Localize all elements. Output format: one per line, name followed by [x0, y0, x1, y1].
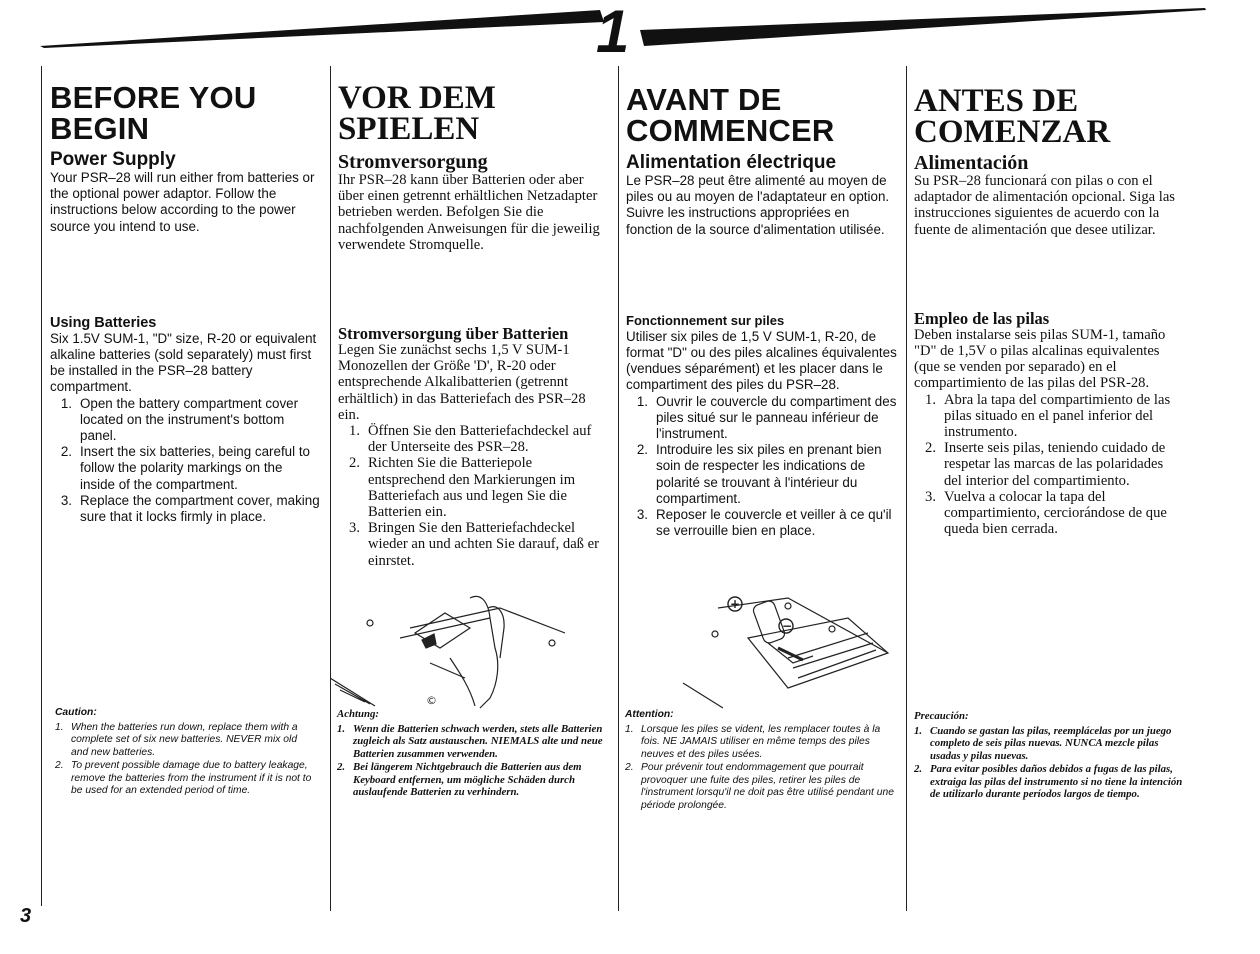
- caution-title: Attention:: [625, 709, 674, 720]
- chapter-number: 1: [596, 0, 630, 65]
- column-divider: [618, 66, 619, 911]
- section-paragraph: Six 1.5V SUM-1, "D" size, R-20 or equivalent alkaline batteries (sold separately) must first be installed in the PSR–28 battery compartment.: [50, 330, 317, 395]
- title-line: AVANT DE: [626, 82, 782, 117]
- caution-text: Pour prévenir tout endommagement que pourrait provoquer une fuite des piles, retirer les piles de l'instrument lorsqu'il ne doit pas être utilisé pendant une période prolongée.: [641, 761, 894, 811]
- list-item: [914, 725, 1184, 763]
- intro-paragraph: Ihr PSR–28 kann über Batterien oder aber über einen getrennt erhältlichen Netzadapter betrieben werden. Befolgen Sie die nachfolgenden Anweisungen für die jeweilig verwendete Stromquelle.: [338, 172, 600, 253]
- caution-box-german: [337, 708, 607, 799]
- column-divider: [41, 66, 42, 906]
- illustration-mark: ©: [426, 694, 437, 707]
- page-number: 3: [20, 905, 32, 927]
- intro-paragraph: Su PSR–28 funcionará con pilas o con el adaptador de alimentación opcional. Siga las instrucciones siguientes de acuerdo con la fuente de alimentación que desee utilizar.: [914, 173, 1175, 238]
- caution-text: When the batteries run down, replace them with a complete set of six new batteries. NEVER mix old and new batteries.: [71, 721, 298, 759]
- list-item: [625, 762, 895, 813]
- chapter-header-bar: [0, 0, 1260, 70]
- caution-number: 1.: [914, 724, 923, 737]
- caution-number: 1.: [337, 722, 346, 735]
- section-heading: Empleo de las pilas: [914, 308, 1050, 328]
- list-item: [914, 392, 1184, 441]
- step-number: 1.: [925, 391, 936, 408]
- step-text: Insert the six batteries, being careful to follow the polarity markings on the inside of the compartment.: [80, 444, 310, 492]
- caution-text: Para evitar posibles daños debidos a fugas de las pilas, extraiga las pilas del instrumento si no tiene la intención de utilizarlo durante períodos largos de tiempo.: [930, 762, 1183, 801]
- polarity-plus-mark: +: [730, 597, 741, 611]
- title-line: ANTES DE: [914, 83, 1079, 119]
- steps-list: [626, 394, 898, 540]
- list-item: [914, 489, 1184, 538]
- title-line: SPIELEN: [338, 111, 480, 147]
- battery-insert-illustration: [618, 588, 906, 713]
- step-text: Vuelva a colocar la tapa del compartimiento, cerciorándose de que queda bien cerrada.: [944, 488, 1167, 538]
- section-title: [338, 80, 610, 147]
- column-german: [338, 80, 610, 569]
- list-item: [914, 763, 1184, 801]
- caution-list: [337, 723, 607, 799]
- section-title: [50, 82, 320, 144]
- step-number: 2.: [636, 442, 648, 458]
- step-number: 3.: [925, 488, 936, 505]
- section-title: [914, 83, 1184, 150]
- steps-list: [914, 392, 1184, 538]
- step-text: Open the battery compartment cover located on the instrument's bottom panel.: [80, 395, 299, 444]
- column-divider: [906, 66, 907, 911]
- section-title: [626, 84, 898, 146]
- steps-list: [50, 396, 320, 526]
- step-number: 2.: [925, 440, 936, 457]
- caution-title: Precaución:: [914, 710, 969, 722]
- section-paragraph: Utiliser six piles de 1,5 V SUM-1, R-20, de format "D" ou des piles alcalines équivalentes (vendues séparément) et les placer dans le compartiment des piles du PSR–28.: [626, 328, 897, 393]
- caution-box-french: [625, 709, 895, 813]
- section-heading: Stromversorgung über Batterien: [338, 324, 569, 344]
- title-line: VOR DEM: [338, 80, 496, 116]
- caution-number: 2.: [55, 759, 64, 771]
- polarity-minus-mark: −: [782, 619, 793, 633]
- steps-list: [338, 423, 610, 569]
- list-item: [338, 423, 610, 455]
- step-number: 1.: [349, 423, 360, 440]
- section-heading: Fonctionnement sur piles: [626, 312, 785, 328]
- caution-number: 2.: [337, 760, 346, 773]
- step-number: 2.: [349, 455, 360, 472]
- subsection-title: Power Supply: [50, 149, 176, 170]
- caution-number: 2.: [625, 761, 634, 773]
- title-line: BEGIN: [50, 111, 150, 146]
- title-line: COMENZAR: [914, 114, 1111, 150]
- step-number: 2.: [60, 444, 72, 460]
- intro-paragraph: Le PSR–28 peut être alimenté au moyen de piles ou au moyen de l'adaptateur en option. Suivre les instructions appropriées en fonction de la source d'alimentation utilisée.: [626, 173, 890, 237]
- caution-box-english: [55, 707, 317, 798]
- subsection-title: Alimentación: [914, 152, 1029, 174]
- caution-title: Caution:: [55, 707, 97, 718]
- list-item: [626, 442, 898, 507]
- column-spanish: [914, 80, 1184, 537]
- list-item: [50, 396, 320, 445]
- title-line: BEFORE YOU: [50, 80, 257, 115]
- battery-cover-illustration: [330, 588, 618, 713]
- list-item: [55, 760, 317, 798]
- subsection-title: Alimentation électrique: [626, 152, 837, 173]
- intro-paragraph: Your PSR–28 will run either from batteries or the optional power adaptor. Follow the instructions below according to the power source you intend to use.: [50, 170, 315, 234]
- list-item: [55, 722, 317, 760]
- column-english: [50, 80, 320, 525]
- column-divider: [330, 66, 331, 911]
- subsection-title: Stromversorgung: [338, 151, 488, 173]
- column-french: [626, 80, 898, 539]
- step-text: Replace the compartment cover, making sure that it locks firmly in place.: [80, 492, 320, 525]
- step-text: Ouvrir le couvercle du compartiment des piles situé sur le panneau inférieur de l'instrument.: [656, 393, 897, 442]
- caution-text: Wenn die Batterien schwach werden, stets alle Batterien zugleich als Satz austauschen. NIEMALS alte und neue Batterien zusammen verwenden.: [353, 722, 603, 761]
- step-text: Abra la tapa del compartimiento de las pilas situado en el panel inferior del instrumento.: [944, 391, 1171, 441]
- step-text: Richten Sie die Batteriepole entsprechend den Markierungen im Batteriefach aus und legen Sie die Batterien ein.: [368, 455, 576, 521]
- list-item: [337, 761, 607, 799]
- caution-text: Lorsque les piles se vident, les remplacer toutes à la fois. NE JAMAIS utiliser en même temps des piles neuves et des piles usées.: [641, 723, 881, 761]
- caution-number: 1.: [55, 721, 64, 733]
- caution-text: Cuando se gastan las pilas, reemplácelas por un juego completo de seis pilas nuevas. NUNCA mezcle pilas usadas y pilas nuevas.: [930, 724, 1172, 763]
- step-number: 3.: [349, 520, 360, 537]
- list-item: [50, 444, 320, 493]
- caution-title: Achtung:: [337, 708, 380, 720]
- step-number: 1.: [636, 393, 648, 409]
- title-line: COMMENCER: [626, 113, 835, 148]
- list-item: [337, 723, 607, 761]
- step-number: 3.: [636, 507, 648, 523]
- list-item: [626, 507, 898, 539]
- list-item: [914, 440, 1184, 489]
- caution-list: [55, 722, 317, 798]
- caution-list: [625, 724, 895, 813]
- section-paragraph: Legen Sie zunächst sechs 1,5 V SUM-1 Monozellen der Größe 'D', R-20 oder entsprechende Alkalibatterien (getrennt erhältlich) in das Batteriefach des PSR–28 ein.: [338, 342, 586, 423]
- section-heading: Using Batteries: [50, 314, 157, 331]
- step-text: Introduire les six piles en prenant bien soin de respecter les indications de polarité se trouvant à l'intérieur du compartiment.: [656, 442, 882, 506]
- list-item: [625, 724, 895, 762]
- caution-text: To prevent possible damage due to battery leakage, remove the batteries from the instrument if it is not to be used for an extended period of time.: [71, 759, 312, 797]
- list-item: [50, 493, 320, 525]
- step-text: Reposer le couvercle et veiller à ce qu'il se verrouille bien en place.: [656, 507, 892, 539]
- caution-number: 2.: [914, 762, 923, 775]
- step-text: Bringen Sie den Batteriefachdeckel wieder an und achten Sie darauf, daß er einrstet.: [368, 520, 599, 569]
- step-number: 1.: [60, 395, 72, 411]
- section-paragraph: Deben instalarse seis pilas SUM-1, tamaño "D" de 1,5V o pilas alcalinas equivalentes (que se venden por separado) en el compartimiento de las pilas del PSR-28.: [914, 326, 1166, 392]
- caution-list: [914, 725, 1184, 801]
- step-text: Öffnen Sie den Batteriefachdeckel auf der Unterseite des PSR–28.: [368, 423, 592, 456]
- list-item: [338, 455, 610, 520]
- step-text: Inserte seis pilas, teniendo cuidado de respetar las marcas de las polaridades del interior del compartimiento.: [944, 440, 1166, 489]
- list-item: [338, 520, 610, 569]
- step-number: 3.: [60, 492, 72, 508]
- caution-box-spanish: [914, 710, 1184, 801]
- list-item: [626, 394, 898, 443]
- caution-number: 1.: [625, 723, 634, 735]
- caution-text: Bei längerem Nichtgebrauch die Batterien aus dem Keyboard entfernen, um mögliche Schäden durch auslaufende Batterien zu verhindern.: [353, 760, 582, 799]
